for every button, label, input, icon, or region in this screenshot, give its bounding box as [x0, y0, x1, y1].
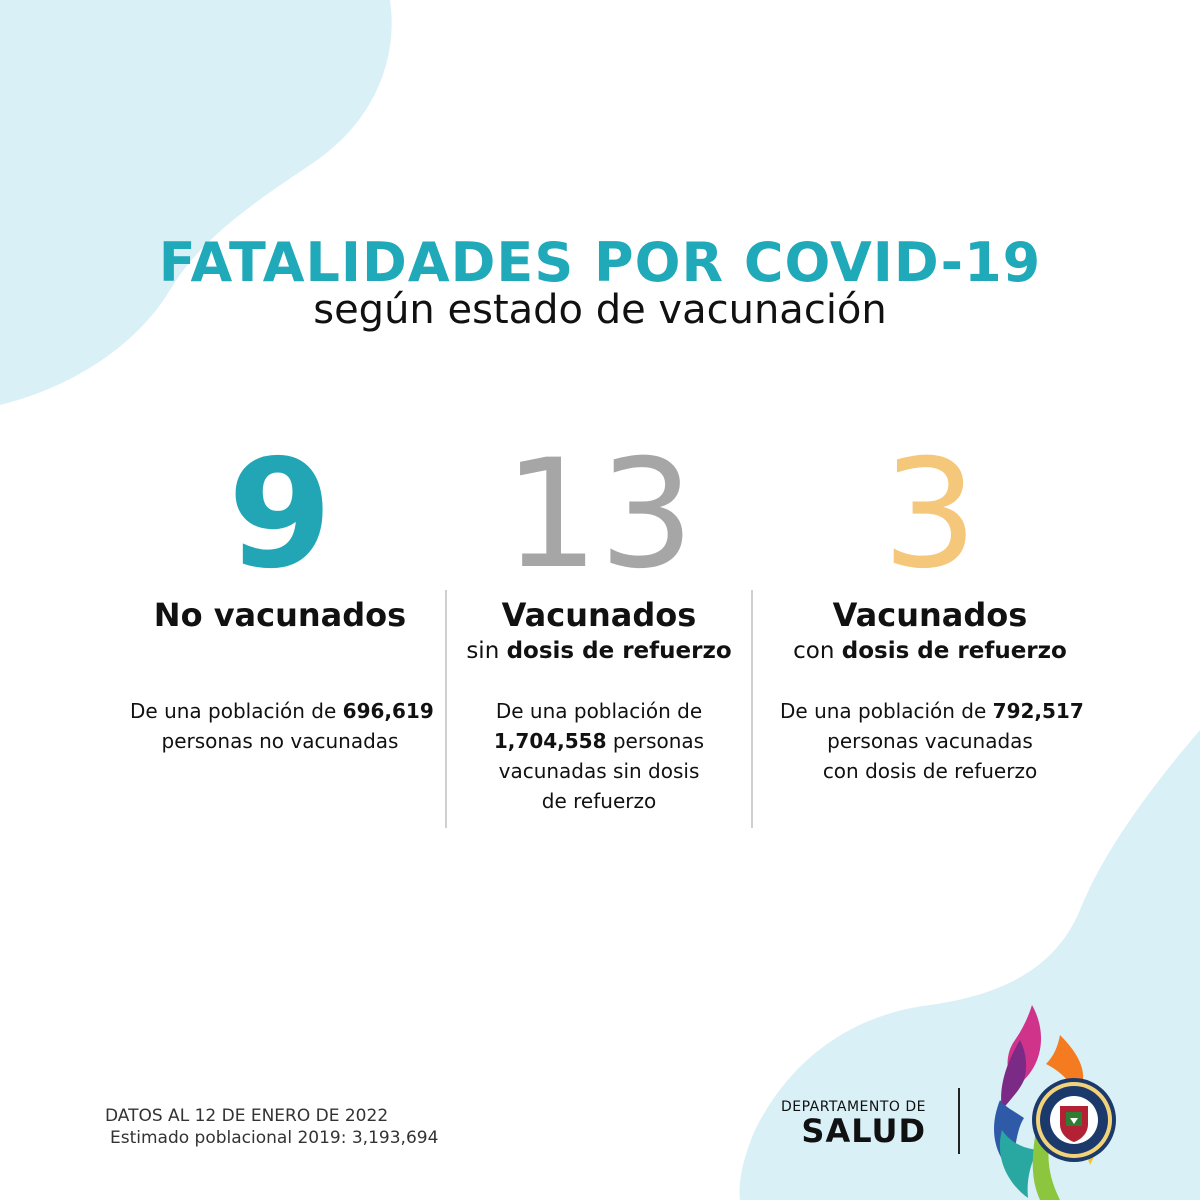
population-line: personas no vacunadas [161, 729, 399, 753]
column-divider [445, 590, 447, 828]
fatalities-count: 13 [503, 428, 695, 602]
population-line: De una población de [495, 699, 703, 723]
department-label: DEPARTAMENTO DE [780, 1099, 926, 1115]
population-line: con dosis de refuerzo [822, 759, 1038, 783]
group-heading: Vacunados [832, 596, 1028, 634]
population-note [130, 696, 434, 756]
stat-column-vaccinated-no-booster [449, 428, 749, 813]
page-title: FATALIDADES POR COVID-19 [158, 231, 1042, 294]
salud-flame-logo-icon [980, 1000, 1130, 1200]
top-left-wave [0, 0, 392, 405]
column-divider [751, 590, 753, 828]
population-line: vacunadas sin dosis [498, 759, 700, 783]
population-estimate-note: Estimado poblacional 2019: 3,193,694 [110, 1128, 439, 1148]
population-line: De una población de 696,619 [130, 699, 434, 723]
stat-column-vaccinated-booster [780, 428, 1084, 783]
group-heading: No vacunados [153, 596, 407, 634]
page-subtitle: según estado de vacunación [313, 287, 887, 333]
group-heading: Vacunados [501, 596, 697, 634]
fatalities-count: 9 [227, 428, 333, 602]
population-line: personas vacunadas [827, 729, 1033, 753]
data-date-note: DATOS AL 12 DE ENERO DE 2022 [105, 1106, 389, 1126]
population-line: 1,704,558 personas [493, 729, 705, 753]
population-note [449, 696, 749, 816]
logo-divider [958, 1088, 960, 1154]
department-name: SALUD [801, 1112, 926, 1150]
stat-column-unvaccinated [130, 428, 434, 753]
fatalities-count: 3 [882, 428, 978, 602]
population-line: De una población de 792,517 [780, 699, 1084, 723]
population-line: de refuerzo [541, 789, 657, 813]
group-subheading: sin dosis de refuerzo [466, 638, 732, 664]
group-subheading: con dosis de refuerzo [793, 638, 1067, 664]
population-note [780, 696, 1084, 786]
